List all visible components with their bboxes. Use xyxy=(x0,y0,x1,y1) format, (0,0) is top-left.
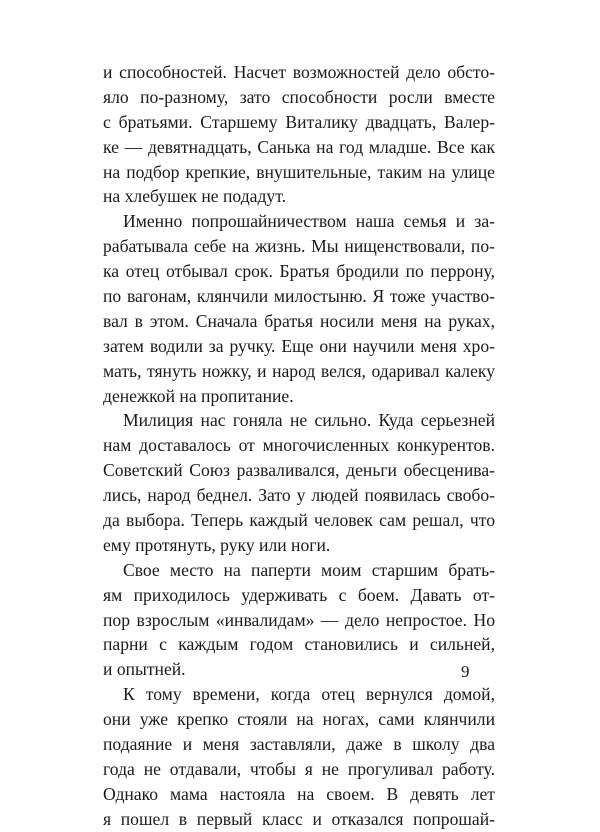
paragraph xyxy=(103,60,495,209)
text-line: вал в этом. Сначала братья носили меня на руках, xyxy=(103,310,495,331)
text-line: и опытней. xyxy=(103,659,186,680)
paragraph xyxy=(103,558,495,682)
text-line: яло по-разному, зато способности росли вместе xyxy=(103,86,495,107)
text-line: Именно попрошайничеством наша семья и за- xyxy=(123,211,495,232)
text-line: затем водили за ручку. Еще они научили меня хро- xyxy=(103,335,495,356)
text-line: они уже крепко стояли на ногах, сами клянчили xyxy=(103,709,495,730)
text-line: К тому времени, когда отец вернулся домой, xyxy=(123,684,495,705)
paragraph xyxy=(103,209,495,408)
text-line: года не отдавали, чтобы я не прогуливал работу. xyxy=(103,758,495,779)
text-line: да выбора. Теперь каждый человек сам решал, что xyxy=(103,510,495,531)
text-line: с братьями. Старшему Виталику двадцать, Валер- xyxy=(103,111,495,132)
text-line: рабатывала себе на жизнь. Мы нищенствовали, по- xyxy=(103,236,495,257)
text-line: по вагонам, клянчили милостыню. Я тоже участво- xyxy=(103,286,495,307)
text-line: Советский Союз разваливался, деньги обесценива- xyxy=(103,460,495,481)
paragraph xyxy=(103,408,495,557)
paragraph xyxy=(103,682,495,831)
text-line: ка отец отбывал срок. Братья бродили по перрону, xyxy=(103,261,495,282)
text-line: на хлебушек не подадут. xyxy=(103,186,286,207)
text-line: и способностей. Насчет возможностей дело обсто- xyxy=(103,62,495,82)
text-line: пор взрослым «инвалидам» — дело непростое. Но xyxy=(103,609,495,630)
text-line: ему протянуть, руку или ноги. xyxy=(103,534,331,555)
body-text xyxy=(103,60,495,832)
text-line: на подбор крепкие, внушительные, таким на улице xyxy=(103,161,495,182)
text-line: подаяние и меня заставляли, даже в школу два xyxy=(103,734,495,755)
text-line: Свое место на паперти моим старшим брать- xyxy=(123,559,495,580)
page-number: 9 xyxy=(461,662,470,681)
text-line: нам доставалось от многочисленных конкурентов. xyxy=(103,435,495,456)
text-line: ям приходилось удерживать с боем. Давать от- xyxy=(103,584,495,605)
text-line: лись, народ беднел. Зато у людей появилась свобо- xyxy=(103,485,495,506)
text-line: парни с каждым годом становились и сильней, xyxy=(103,634,495,655)
text-line: я пошел в первый класс и отказался попрошай- xyxy=(103,808,495,829)
text-line: Милиция нас гоняла не сильно. Куда серьезней xyxy=(123,410,495,431)
text-line: Однако мама настояла на своем. В девять лет xyxy=(103,783,495,804)
text-line: мать, тянуть ножку, и народ велся, одаривал калеку xyxy=(103,360,495,381)
text-line: денежкой на пропитание. xyxy=(103,385,294,406)
text-line: ке — девятнадцать, Санька на год младше. Все как xyxy=(103,136,495,157)
